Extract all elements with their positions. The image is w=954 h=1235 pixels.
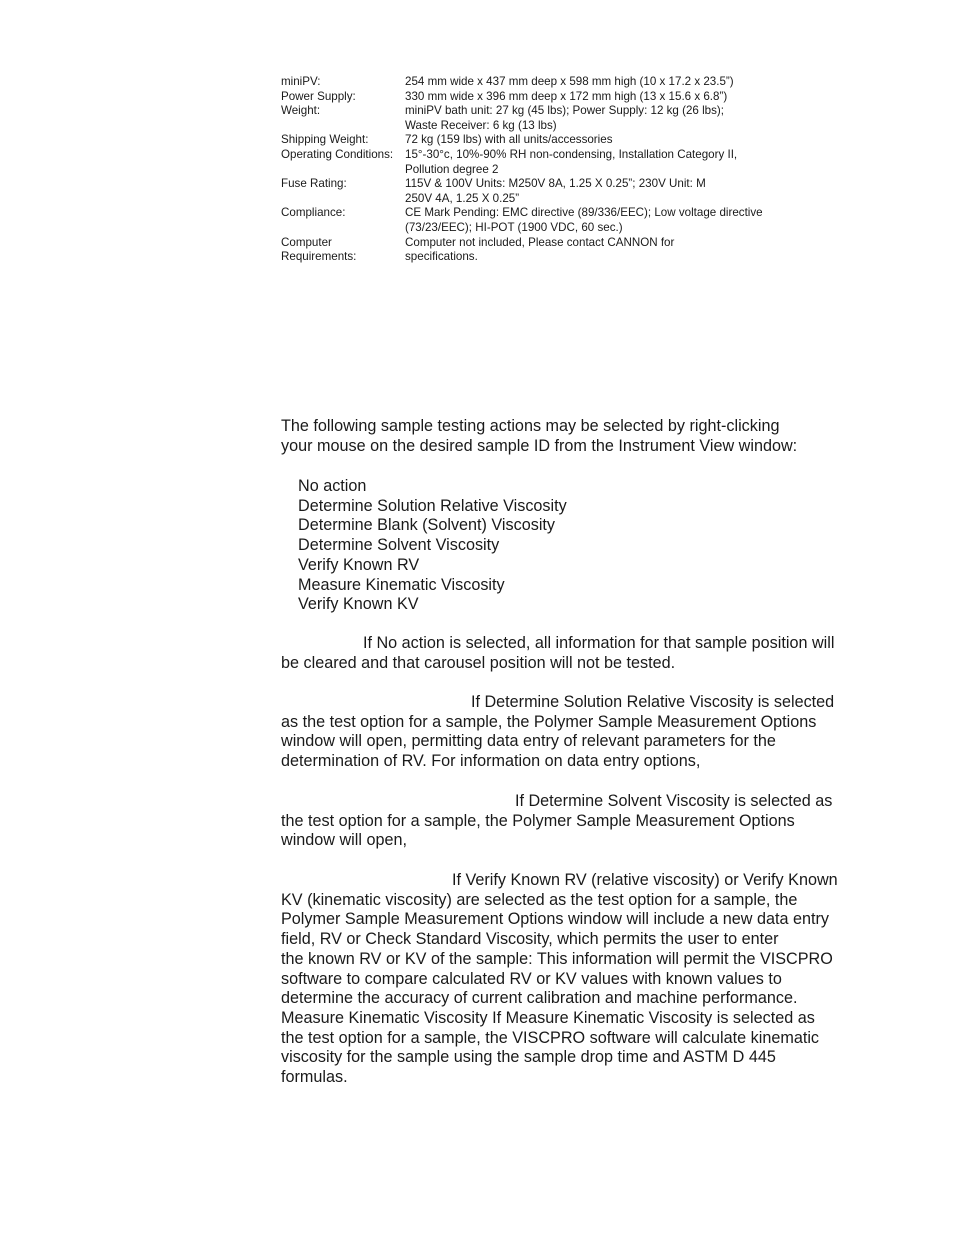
spec-label: Weight: [281,104,321,118]
spec-value: 115V & 100V Units: M250V 8A, 1.25 X 0.25”; 230V Unit: M 250V 4A, 1.25 X 0.25” [405,177,706,205]
spec-label: Compliance: [281,206,346,220]
specifications-table [281,75,841,265]
spec-label: Computer Requirements: [281,235,357,264]
spec-value: 254 mm wide x 437 mm deep x 598 mm high (10 x 17.2 x 23.5”) [405,75,734,88]
spec-label: Operating Conditions: [281,147,394,161]
list-item: No action [298,477,367,495]
spec-row-compliance [281,206,841,235]
list-item: Determine Blank (Solvent) Viscosity [298,516,556,535]
spec-label: Fuse Rating: [281,177,347,191]
spec-label: Shipping Weight: [281,133,369,147]
solution-rv-paragraph: If Determine Solution Relative Viscosity is selected as the test option for a sample, the Polymer Sample Measurement Options window will open, permitting data entry of relevant parameters for the determination of RV. For information on data entry options, [281,693,835,771]
list-item: Verify Known KV [298,595,419,614]
spec-row-minipv [281,75,841,90]
spec-row-power-supply [281,90,841,105]
spec-value: 15°-30°c, 10%-90% RH non-condensing, Installation Category II, Pollution degree 2 [405,147,738,176]
spec-label: Power Supply: [281,89,356,103]
intro-paragraph: The following sample testing actions may be selected by right-clicking your mouse on the desired sample ID from the Instrument View window: [281,417,798,455]
spec-value: CE Mark Pending: EMC directive (89/336/EEC); Low voltage directive (73/23/EEC); HI-POT (1900 VDC, 60 sec.) [405,206,763,234]
list-item: Measure Kinematic Viscosity [298,575,505,594]
spec-row-shipping-weight [281,133,841,148]
list-item: Verify Known RV [298,555,420,574]
no-action-paragraph: If No action is selected, all information for that sample position will be cleared and that carousel position will not be tested. [281,634,835,672]
list-item: Determine Solution Relative Viscosity [298,496,567,515]
solvent-viscosity-paragraph: If Determine Solvent Viscosity is selected as the test option for a sample, the Polymer Sample Measurement Options window will open, [281,792,833,850]
sample-actions-list [298,477,567,615]
verify-known-paragraph: If Verify Known RV (relative viscosity) or Verify Known KV (kinematic viscosity) are selected as the test option for a sample, the Polymer Sample Measurement Options window will include a new data entry field, RV or Check Standard Viscosity, which permits the user to enter the known RV or KV of the sample: This information will permit the VISCPRO software to compare calculated RV or KV values with known values to determine the accuracy of current calibration and machine performance. Measure Kinematic Viscosity If Measure Kinematic Viscosity is selected as the test option for a sample, the VISCPRO software will calculate kinematic viscosity for the sample using the sample drop time and ASTM D 445 formulas. [281,871,838,1087]
spec-value: 72 kg (159 lbs) with all units/accessories [405,133,613,147]
spec-value: 330 mm wide x 396 mm deep x 172 mm high (13 x 15.6 x 6.8”) [405,89,728,103]
spec-row-weight [281,104,841,133]
spec-label: miniPV: [281,75,321,88]
list-item: Determine Solvent Viscosity [298,536,500,555]
spec-row-operating-conditions [281,148,841,177]
spec-value: miniPV bath unit: 27 kg (45 lbs); Power Supply: 12 kg (26 lbs); Waste Receiver: 6 kg (13 lbs) [405,104,724,132]
spec-value: Computer not included, Please contact CANNON for specifications. [405,235,675,264]
spec-row-fuse-rating [281,177,841,206]
spec-row-computer-requirements [281,236,841,265]
